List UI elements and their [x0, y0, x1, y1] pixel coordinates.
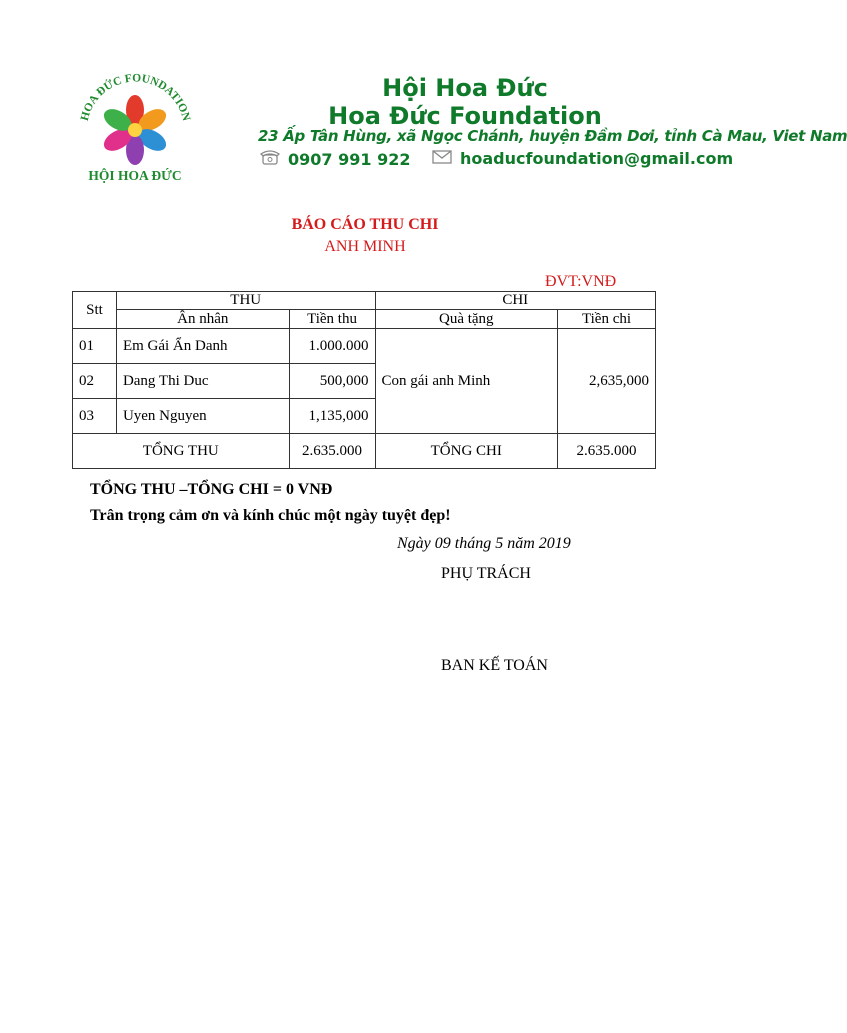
logo-arc-text: HOA ĐỨC FOUNDATION	[78, 72, 193, 123]
row-amount: 1,135,000	[289, 399, 375, 434]
org-name-vietnamese: Hội Hoa Đức	[382, 74, 548, 102]
row-name: Dang Thi Duc	[116, 364, 289, 399]
email-contact	[432, 149, 733, 168]
income-expense-table	[72, 291, 656, 469]
totals-row	[73, 434, 656, 469]
report-title: BÁO CÁO THU CHI	[291, 216, 439, 233]
table-header-row	[73, 292, 656, 310]
row-name: Em Gái Ẩn Danh	[116, 329, 289, 364]
row-stt: 01	[73, 329, 117, 364]
row-amount: 1.000.000	[289, 329, 375, 364]
row-name: Uyen Nguyen	[116, 399, 289, 434]
balance-summary: TỔNG THU –TỔNG CHI = 0 VNĐ	[90, 481, 333, 498]
chi-header: CHI	[375, 292, 656, 310]
expense-header: Tiền chi	[558, 310, 656, 329]
income-header: Tiền thu	[289, 310, 375, 329]
signer-accounting: BAN KẾ TOÁN	[441, 657, 548, 674]
gift-cell: Con gái anh Minh	[375, 329, 558, 434]
currency-unit: ĐVT:VNĐ	[545, 273, 617, 290]
row-amount: 500,000	[289, 364, 375, 399]
phone-number: 0907 991 922	[288, 149, 411, 169]
report-subtitle: ANH MINH	[324, 238, 406, 255]
table-row	[73, 329, 656, 364]
gift-header: Quà tặng	[375, 310, 558, 329]
stt-header: Stt	[73, 292, 117, 329]
phone-contact	[260, 149, 410, 169]
signer-in-charge: PHỤ TRÁCH	[441, 565, 531, 582]
telephone-icon	[260, 149, 280, 169]
thu-header: THU	[116, 292, 375, 310]
row-stt: 02	[73, 364, 117, 399]
table-subheader-row	[73, 310, 656, 329]
total-expense-label: TỔNG CHI	[375, 434, 558, 469]
row-stt: 03	[73, 399, 117, 434]
total-income-label: TỔNG THU	[73, 434, 290, 469]
hoa-duc-logo	[73, 70, 198, 188]
org-address: 23 Ấp Tân Hùng, xã Ngọc Chánh, huyện Đầm Dơi, tỉnh Cà Mau, Viet Nam	[258, 127, 847, 145]
envelope-icon	[432, 149, 452, 168]
total-expense-value: 2.635.000	[558, 434, 656, 469]
benefactor-header: Ân nhân	[116, 310, 289, 329]
report-date: Ngày 09 tháng 5 năm 2019	[397, 535, 571, 552]
total-income-value: 2.635.000	[289, 434, 375, 469]
org-name-english: Hoa Đức Foundation	[328, 102, 602, 130]
expense-cell: 2,635,000	[558, 329, 656, 434]
thank-you-note: Trân trọng cảm ơn và kính chúc một ngày tuyệt đẹp!	[90, 507, 451, 524]
email-address: hoaducfoundation@gmail.com	[460, 149, 734, 168]
logo-bottom-text: HỘI HOA ĐỨC	[88, 168, 182, 183]
